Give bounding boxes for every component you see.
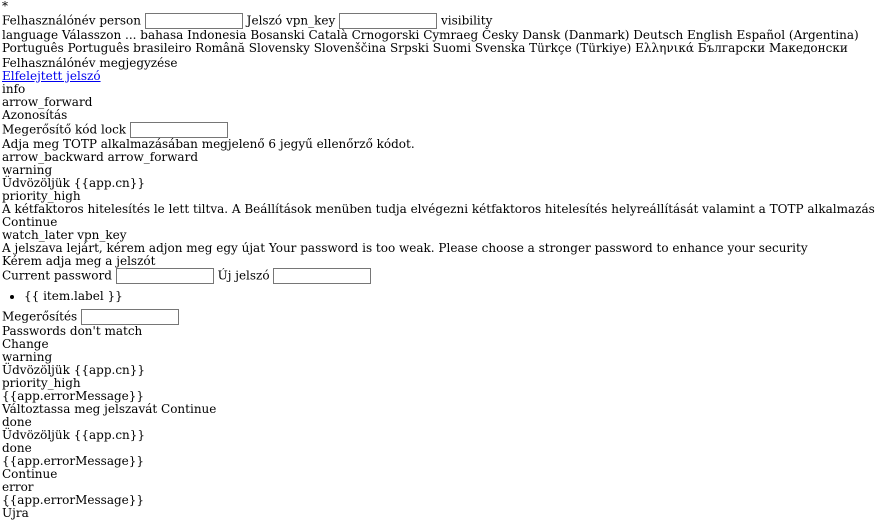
login-row	[2, 13, 558, 29]
language-options-line2[interactable]: Português Português brasileiro Română Slovensky Slovenščina Srpski Suomi Svenska Türkçe (Türkiye) Ελληνικά Български Македонски	[2, 41, 848, 55]
change-password-row	[2, 268, 558, 284]
watch-later-icon: watch_later	[2, 228, 74, 242]
welcome-text: Üdvözöljük {{app.cn}}	[2, 176, 146, 190]
new-password-label: Új jelszó	[217, 268, 270, 283]
language-options-line1[interactable]: bahasa Indonesia Bosanski Català Crnogorski Cymraeg Česky Dansk (Danmark) Deutsch English Español (Argentina)	[140, 28, 859, 42]
passwords-mismatch-message: Passwords don't match	[2, 324, 143, 338]
continue-button[interactable]: Continue	[2, 215, 58, 229]
confirm-password-row	[2, 309, 558, 325]
priority-high-icon: priority_high	[2, 189, 81, 203]
vpn-key-icon: vpn_key	[285, 13, 336, 28]
forgot-password-link[interactable]: Elfelejtett jelszó	[2, 69, 101, 83]
totp-nav	[2, 151, 558, 164]
arrow-forward-icon[interactable]: arrow_forward	[2, 95, 93, 109]
username-label: Felhasználónév	[2, 13, 96, 28]
language-icon: language	[2, 28, 59, 42]
warning-icon: warning	[2, 163, 53, 177]
priority-high-icon-2: priority_high	[2, 376, 81, 390]
warning-icon-2: warning	[2, 350, 53, 364]
current-password-input[interactable]	[116, 268, 214, 284]
current-password-label: Current password	[2, 268, 112, 283]
identification-heading: Azonosítás	[2, 108, 68, 122]
error-icon: error	[2, 480, 34, 494]
password-label: Jelszó	[246, 13, 283, 28]
arrow-forward-icon-2[interactable]: arrow_forward	[107, 150, 198, 164]
list-item: • {{ item.label }}	[24, 290, 558, 303]
password-input[interactable]	[339, 13, 437, 29]
totp-code-input[interactable]	[130, 122, 228, 138]
username-input[interactable]	[145, 13, 243, 29]
welcome-text-2: Üdvözöljük {{app.cn}}	[2, 363, 146, 377]
error-message: {{app.errorMessage}}	[2, 389, 145, 403]
error-message-2: {{app.errorMessage}}	[2, 454, 145, 468]
person-icon: person	[99, 13, 141, 28]
password-expired-message: A jelszava lejárt, kérem adjon meg egy újat Your password is too weak. Please choose a stronger password to enhance your security	[2, 241, 808, 255]
password-rules-list	[2, 290, 558, 303]
confirm-password-label: Megerősítés	[2, 309, 78, 324]
enter-password-heading: Kérem adja meg a jelszót	[2, 254, 156, 268]
continue-button-2[interactable]: Continue	[2, 467, 58, 481]
totp-instruction: Adja meg TOTP alkalmazásában megjelenő 6 jegyű ellenőrző kódot.	[2, 137, 415, 151]
retry-button[interactable]: Újra	[2, 506, 29, 520]
change-password-continue[interactable]: Változtassa meg jelszavát Continue	[2, 402, 217, 416]
language-select-label[interactable]: Válasszon ...	[61, 28, 137, 42]
done-icon: done	[2, 415, 32, 429]
vpn-key-icon-2: vpn_key	[77, 228, 127, 242]
done-icon-2: done	[2, 441, 32, 455]
twofa-disabled-message: A kétfaktoros hitelesítés le lett tiltva. A Beállítások menüben tudja elvégezni kétfaktoros hitelesítés helyreállítását valamint a TOTP alkalmazás	[2, 202, 875, 216]
totp-code-label: Megerősítő kód	[2, 122, 98, 137]
totp-code-row	[2, 122, 558, 138]
info-icon: info	[2, 82, 26, 96]
welcome-text-3: Üdvözöljük {{app.cn}}	[2, 428, 146, 442]
new-password-input[interactable]	[273, 268, 371, 284]
arrow-backward-icon[interactable]: arrow_backward	[2, 150, 104, 164]
lock-icon: lock	[101, 122, 127, 137]
change-button[interactable]: Change	[2, 337, 49, 351]
required-asterisk: *	[2, 0, 8, 13]
remember-username-label[interactable]: Felhasználónév megjegyzése	[2, 56, 178, 70]
confirm-password-input[interactable]	[81, 309, 179, 325]
error-message-3: {{app.errorMessage}}	[2, 493, 145, 507]
visibility-icon[interactable]: visibility	[440, 13, 493, 28]
